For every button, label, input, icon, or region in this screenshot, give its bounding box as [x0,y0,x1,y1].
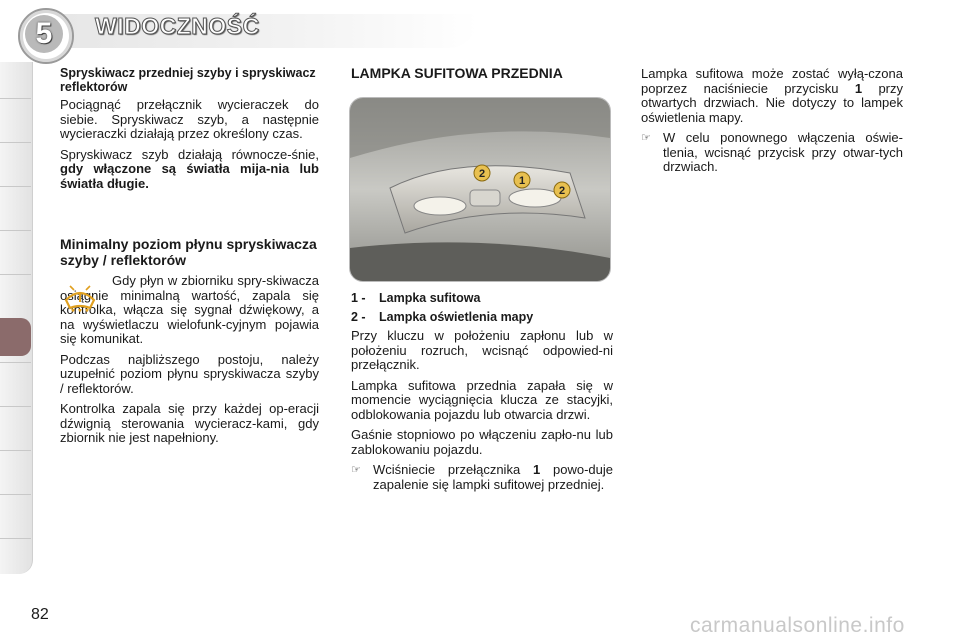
paragraph: Gaśnie stopniowo po włączeniu zapło-nu lub zablokowaniu pojazdu. [351,427,613,457]
bullet-item [641,131,903,175]
paragraph-text: Lampka sufitowa może zostać wyłą-czona poprzez naciśniecie przycisku [641,66,903,96]
svg-text:1: 1 [518,175,526,187]
tab-divider [0,450,31,451]
left-column [60,67,319,197]
pointing-hand-icon: ☞ [641,132,651,144]
tab-divider [0,494,31,495]
section-heading-front-courtesy-lamp: LAMPKA SUFITOWA PRZEDNIA [351,65,563,81]
tab-divider [0,230,31,231]
paragraph [641,67,903,125]
tab-divider [0,274,31,275]
middle-column-body [351,292,613,498]
section-heading-washer: Spryskiwacz przedniej szyby i spryskiwacz reflektorów [60,66,316,94]
paragraph: Kontrolka zapala się przy każdej op-eracji dźwignią sterowania wycieracz-kami, gdy zbiornik nie jest napełniony. [60,401,319,445]
paragraph: Pociągnąć przełącznik wycieraczek do siebie. Spryskiwacz szyb, a następnie wycieraczki działają przez określony czas. [60,97,319,141]
paragraph-text: przy otwartych drzwiach. Nie dotyczy to lampek oświetlenia mapy. [641,80,904,125]
page-number: 82 [31,606,49,623]
tab-divider [0,186,31,187]
paragraph: Podczas najbliższego postoju, należy uzupełnić poziom płynu spryskiwacza szyby / reflektorów. [60,351,319,396]
tab-divider [0,362,31,363]
bullet-text: W celu ponownego włączenia oświe-tlenia, wcisnąć przycisk przy otwar-tych drzwiach. [663,130,903,174]
section-heading-fluid-level: Minimalny poziom płynu spryskiwacza szyby / reflektorów [60,236,317,268]
paragraph [60,148,319,192]
tab-divider [0,538,31,539]
bullet-text-part: Wciśniecie przełącznika [373,462,533,477]
photo-callout [554,182,570,198]
legend-label: Lampka oświetlenia mapy [379,309,534,324]
svg-text:2: 2 [478,168,486,180]
chapter-title: WIDOCZNOŚĆ [95,13,260,39]
courtesy-lamp-illustration [350,98,610,281]
chapter-badge [18,8,74,64]
paragraph: Gdy płyn w zbiorniku spry-skiwacza osiągnie minimalną wartość, zapala się kontrolka, włącza się sygnał dźwiękowy, a na wyświetlaczu wielofunk-cyjnym pojawia się komunikat. [60,273,319,346]
legend-item [351,292,613,306]
legend-item [351,311,613,325]
bullet-item [351,463,613,492]
paragraph: Lampka sufitowa przednia zapała się w momencie wyciągnięcia klucza ze stacyjki, odblokowania pojazdu lub otwarcia drzwi. [351,377,613,422]
tab-divider [0,406,31,407]
washer-fluid-warning-icon [60,282,100,316]
legend-label: Lampka sufitowa [379,291,481,305]
tab-divider [0,98,31,99]
courtesy-lamp-photo [349,97,611,282]
legend-number: 1 - [351,291,366,305]
watermark: carmanualsonline.info [690,614,905,637]
middle-column [351,66,613,81]
paragraph: Przy kluczu w położeniu zapłonu lub w położeniu rozruch, wcisnąć odpowied-ni przełącznik. [351,328,613,372]
photo-callout [514,172,530,188]
bullet-text-part: powo-duje zapalenie się lampki sufitowej przedniej. [373,462,613,492]
bullet-text-bold: 1 [532,462,541,477]
paragraph-text: Spryskiwacz szyb działają równocze-śnie, [60,146,319,162]
paragraph-bold-text: 1 [854,80,863,96]
bullet-text [373,463,613,492]
chapter-tab-strip [0,62,33,574]
paragraph-bold-text: gdy włączone są światła mija-nia lub światła długie. [60,161,319,191]
pointing-hand-icon: ☞ [351,464,361,476]
chapter-tab-active[interactable] [0,318,31,356]
svg-text:2: 2 [558,185,566,197]
tab-divider [0,142,31,143]
legend-number: 2 - [351,309,366,324]
chapter-number: 5 [25,15,63,53]
photo-callout [474,165,490,181]
right-column [641,67,903,181]
left-column-section2 [60,236,319,452]
